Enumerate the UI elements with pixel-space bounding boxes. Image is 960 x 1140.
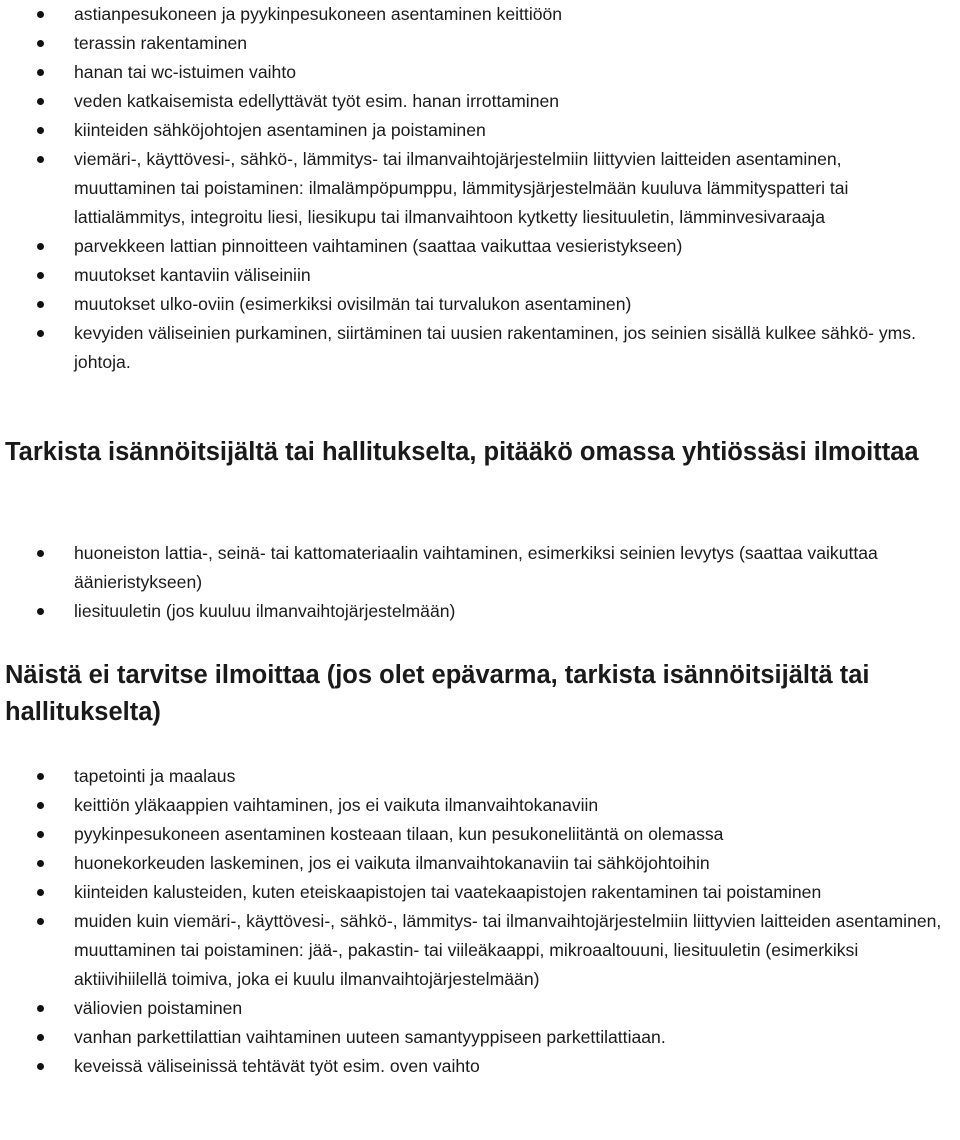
list-item: veden katkaisemista edellyttävät työt esim. hanan irrottaminen [0,87,960,116]
list-item: liesituuletin (jos kuuluu ilmanvaihtojärjestelmään) [0,597,960,626]
section-heading-no-notice-needed: Näistä ei tarvitse ilmoittaa (jos olet epävarma, tarkista isännöitsijältä tai hallitukselta) [5,661,870,726]
list-item: parvekkeen lattian pinnoitteen vaihtaminen (saattaa vaikuttaa vesieristykseen) [0,232,960,261]
section-heading-check-with-manager: Tarkista isännöitsijältä tai hallitukselta, pitääkö omassa yhtiössäsi ilmoittaa [5,438,919,466]
list-item: tapetointi ja maalaus [0,762,960,791]
list-item: hanan tai wc-istuimen vaihto [0,58,960,87]
bullet-list-renovation-works [0,0,960,377]
list-item: väliovien poistaminen [0,994,960,1023]
list-item: astianpesukoneen ja pyykinpesukoneen asentaminen keittiöön [0,0,960,29]
list-item: muutokset kantaviin väliseiniin [0,261,960,290]
list-item: kiinteiden sähköjohtojen asentaminen ja poistaminen [0,116,960,145]
list-item: keittiön yläkaappien vaihtaminen, jos ei vaikuta ilmanvaihtokanaviin [0,791,960,820]
list-item: huoneiston lattia-, seinä- tai kattomateriaalin vaihtaminen, esimerkiksi seinien levytys (saattaa vaikuttaa äänieristykseen) [0,539,960,597]
list-item: vanhan parkettilattian vaihtaminen uuteen samantyyppiseen parkettilattiaan. [0,1023,960,1052]
bullet-list-no-notice-items [0,762,960,1081]
list-item: huonekorkeuden laskeminen, jos ei vaikuta ilmanvaihtokanaviin tai sähköjohtoihin [0,849,960,878]
bullet-list-check-items [0,539,960,626]
list-item: terassin rakentaminen [0,29,960,58]
list-item: kiinteiden kalusteiden, kuten eteiskaapistojen tai vaatekaapistojen rakentaminen tai poistaminen [0,878,960,907]
list-item: muiden kuin viemäri-, käyttövesi-, sähkö-, lämmitys- tai ilmanvaihtojärjestelmiin liittyvien laitteiden asentaminen, muuttaminen tai poistaminen: jää-, pakastin- tai viileäkaappi, mikroaaltouuni, liesituuletin (esimerkiksi aktiivihiilellä toimiva, joka ei kuulu ilmanvaihtojärjestelmään) [0,907,960,994]
list-item: kevyiden väliseinien purkaminen, siirtäminen tai uusien rakentaminen, jos seinien sisällä kulkee sähkö- yms. johtoja. [0,319,960,377]
list-item: viemäri-, käyttövesi-, sähkö-, lämmitys- tai ilmanvaihtojärjestelmiin liittyvien laitteiden asentaminen, muuttaminen tai poistaminen: ilmalämpöpumppu, lämmitysjärjestelmään kuuluva lämmityspatteri tai lattialämmitys, integroitu liesi, liesikupu tai ilmanvaihtoon kytketty liesituuletin, lämminvesivaraaja [0,145,960,232]
list-item: muutokset ulko-oviin (esimerkiksi ovisilmän tai turvalukon asentaminen) [0,290,960,319]
list-item: pyykinpesukoneen asentaminen kosteaan tilaan, kun pesukoneliitäntä on olemassa [0,820,960,849]
list-item: keveissä väliseinissä tehtävät työt esim. oven vaihto [0,1052,960,1081]
